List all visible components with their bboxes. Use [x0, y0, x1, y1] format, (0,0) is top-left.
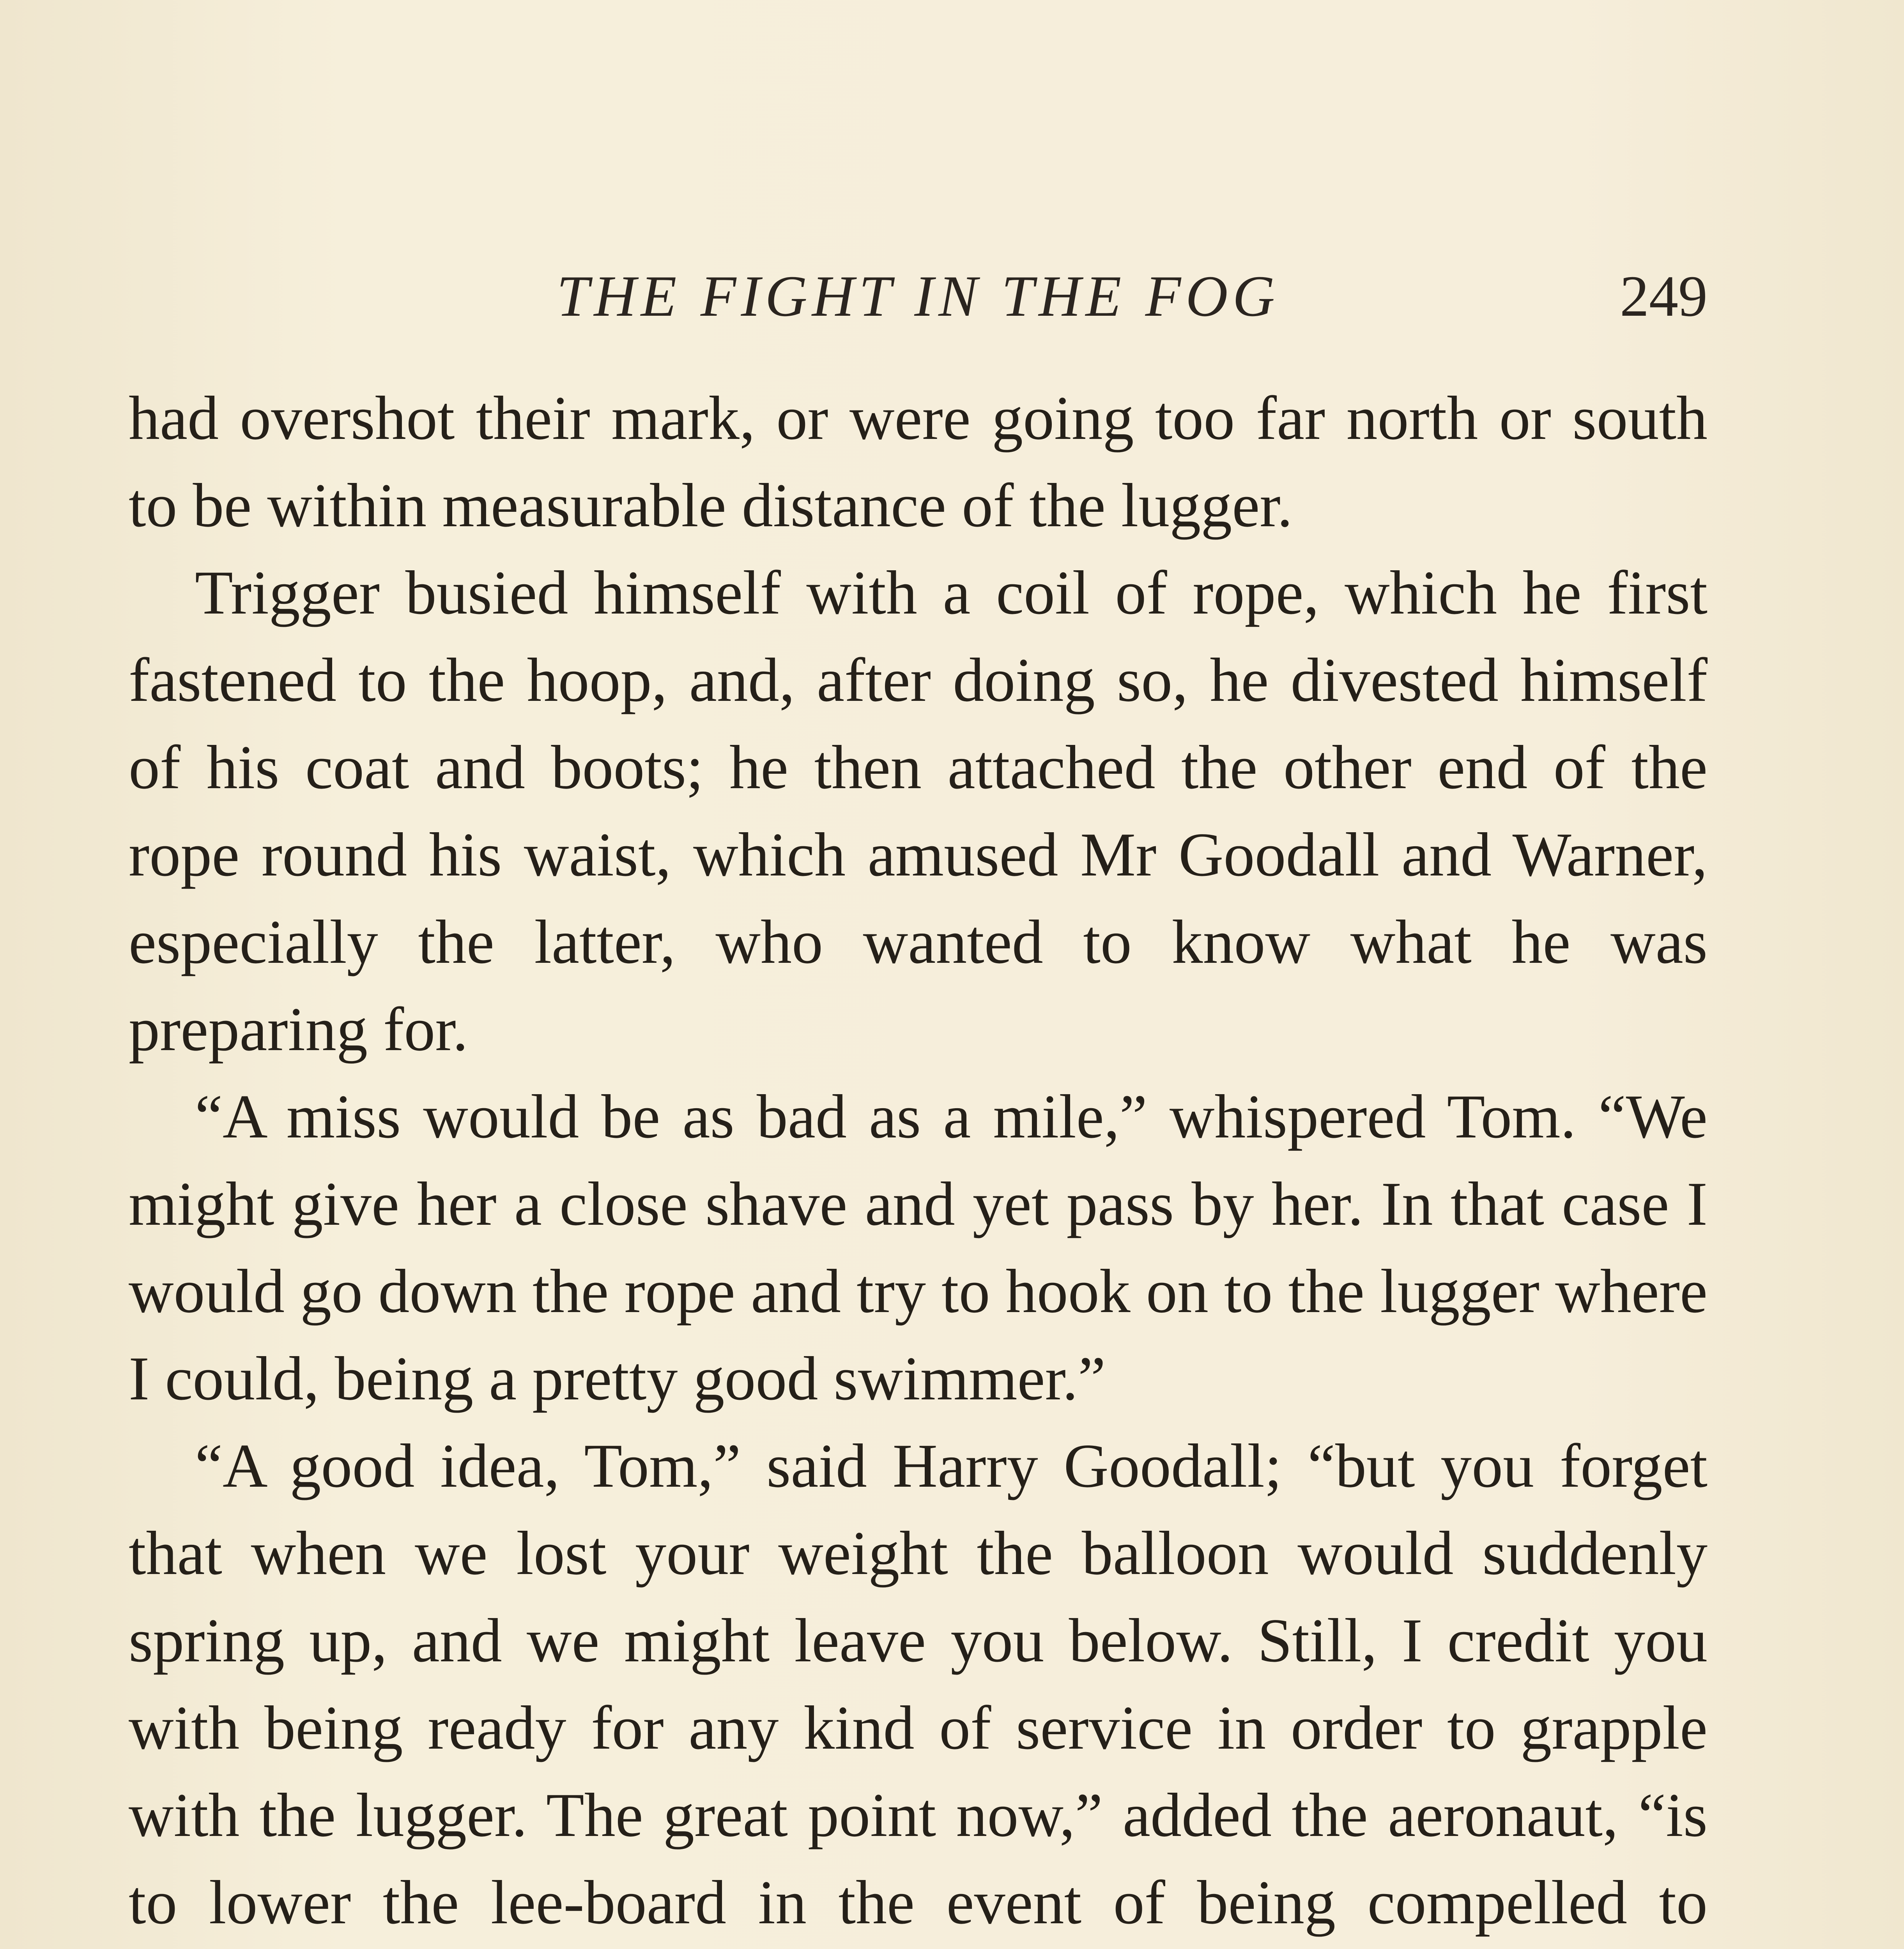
paragraph: Trigger busied himself with a coil of rope, which he first fastened to the hoop, and, after doing so, he divested himself of his coat and boots; he then attached the other end of the rope round his waist, which amused Mr Goodall and Warner, especially the latter, who wanted to know what he was preparing for.	[129, 558, 1708, 1064]
page-number: 249	[1620, 264, 1708, 329]
paragraph: had overshot their mark, or were going too far north or south to be within measurable distance of the lugger.	[129, 383, 1708, 540]
paragraph: “A miss would be as bad as a mile,” whispered Tom. “We might give her a close shave and yet pass by her. In that case I would go down the rope and try to hook on to the lugger where I could, being a pretty good swimmer.”	[129, 1082, 1708, 1413]
running-header	[129, 249, 1708, 343]
body-text	[129, 374, 1708, 1949]
paragraph: “A good idea, Tom,” said Harry Goodall; “but you forget that when we lost your weight the balloon would suddenly spring up, and we might leave you below. Still, I credit you with being ready for any kind of service in order to grapple with the lugger. The great point now,” added the aeronaut, “is to lower the lee-board in the event of being compelled to	[129, 1431, 1708, 1937]
running-title: THE FIGHT IN THE FOG	[557, 264, 1279, 329]
